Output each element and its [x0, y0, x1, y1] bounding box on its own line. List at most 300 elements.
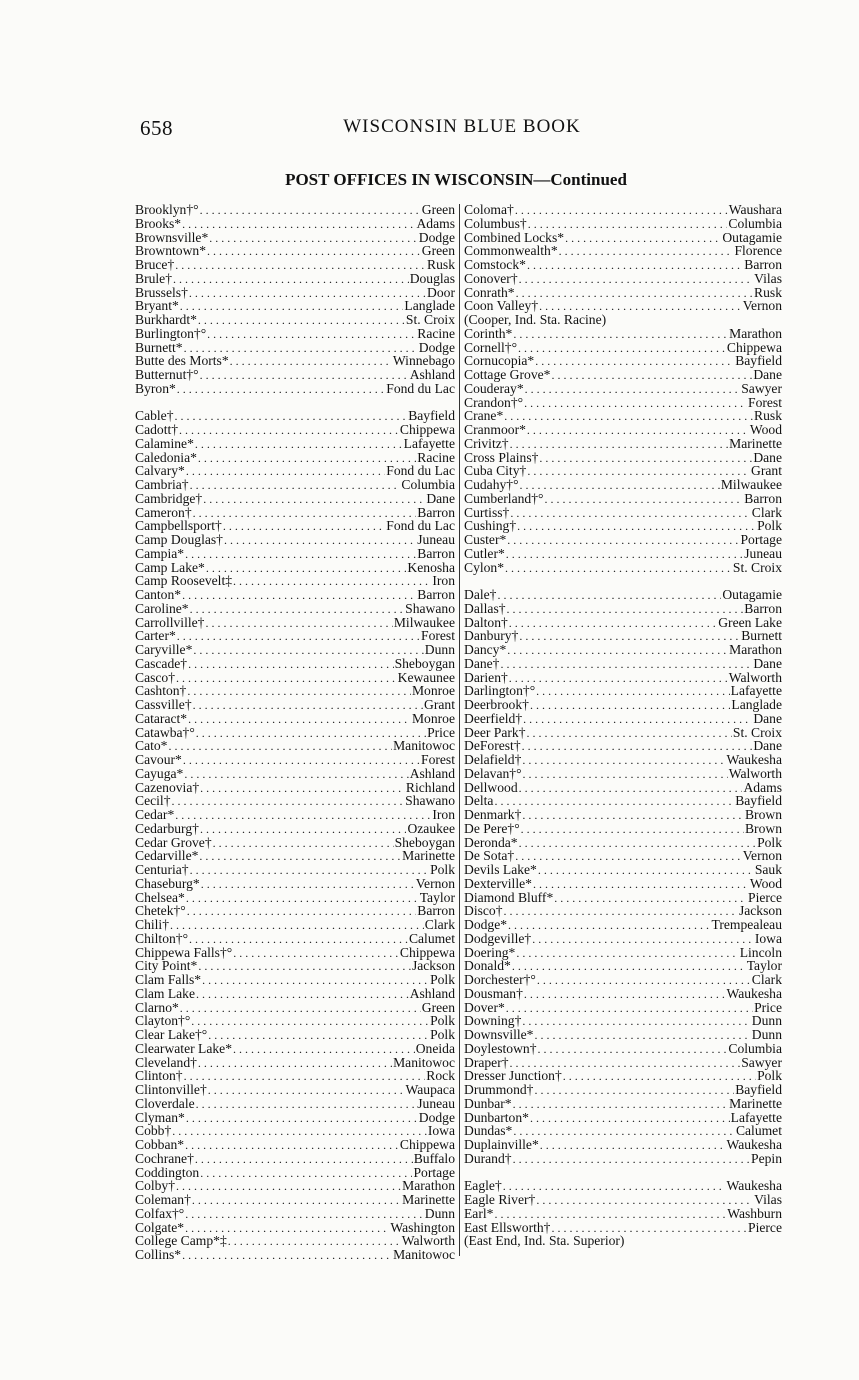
section-title: POST OFFICES IN WISCONSIN—Continued: [285, 170, 627, 189]
dot-leader: [537, 974, 751, 988]
county-name: Trempealeau: [711, 917, 782, 932]
dot-leader: [176, 672, 397, 686]
county-name: Polk: [430, 1013, 455, 1029]
post-office-name: Catawba†°: [135, 724, 195, 740]
post-office-entry: [464, 849, 782, 863]
dot-leader: [509, 617, 717, 631]
dot-leader: [505, 562, 732, 576]
post-office-entry: [135, 753, 455, 767]
county-name: Bayfield: [735, 353, 782, 369]
county-name: Wood: [749, 422, 782, 437]
post-office-entry: [464, 299, 782, 313]
post-office-name: Darien†: [464, 669, 508, 685]
county-name: Sawyer: [741, 1054, 782, 1070]
county-name: Barron: [744, 600, 782, 616]
county-name: Sheboygan: [394, 834, 455, 850]
post-office-name: Chippewa Falls†°: [135, 944, 233, 960]
dot-leader: [527, 424, 749, 438]
county-name: Vernon: [415, 875, 455, 891]
post-office-name: Byron*: [135, 380, 176, 396]
county-name: Calumet: [408, 930, 455, 946]
post-office-name: Columbus†: [464, 215, 527, 231]
post-office-name: Doering*: [464, 944, 516, 960]
post-office-name: Commonwealth*: [464, 243, 558, 259]
county-name: Juneau: [744, 545, 782, 561]
post-office-name: Cudahy†°: [464, 477, 519, 492]
post-office-entry: [464, 726, 782, 740]
post-office-name: Butte des Morts*: [135, 353, 229, 369]
dot-leader: [517, 520, 756, 534]
dot-leader: [228, 1235, 401, 1249]
dot-leader: [177, 383, 386, 397]
post-office-name: Centuria†: [135, 862, 189, 877]
post-office-entry: [135, 808, 455, 822]
section-gap: [135, 396, 455, 410]
post-office-name: Cloverdale: [135, 1095, 195, 1111]
post-office-name: Cornucopia*: [464, 353, 535, 369]
dot-leader: [527, 259, 743, 273]
county-name: Dunn: [424, 1205, 455, 1221]
post-office-name: Dodgeville†: [464, 930, 532, 946]
post-office-entry: [135, 203, 455, 217]
post-office-name: Deerbrook†: [464, 697, 529, 712]
county-name: Rusk: [754, 284, 782, 300]
post-office-name: Combined Locks*: [464, 229, 565, 245]
dot-leader: [198, 314, 405, 328]
post-office-name: Downsville*: [464, 1027, 534, 1042]
post-office-name: Cadott†: [135, 422, 179, 437]
post-office-entry: [135, 684, 455, 698]
post-office-entry: [464, 1001, 782, 1015]
post-office-entry: [464, 836, 782, 850]
dot-leader: [173, 273, 409, 287]
county-name: Columbia: [401, 477, 455, 492]
post-office-name: Cato*: [135, 738, 168, 754]
dot-leader: [233, 575, 431, 589]
post-office-name: Carrollville†: [135, 614, 205, 630]
post-office-entry: [464, 547, 782, 561]
post-office-entry: [135, 1248, 455, 1262]
post-office-entry: [464, 561, 782, 575]
post-office-entry: [135, 1028, 455, 1042]
dot-leader: [201, 878, 415, 892]
dot-leader: [180, 300, 404, 314]
dot-leader: [179, 424, 399, 438]
post-office-entry: [135, 698, 455, 712]
post-office-name: Cavour*: [135, 752, 182, 767]
post-office-name: Caledonia*: [135, 449, 197, 465]
post-office-entry: [135, 409, 455, 423]
dot-leader: [205, 617, 392, 631]
post-office-name: Diamond Bluff*: [464, 889, 554, 905]
county-name: Dane: [753, 449, 782, 465]
post-office-entry: [135, 1179, 455, 1193]
county-name: Dodge: [418, 339, 455, 355]
county-name: Vernon: [742, 298, 782, 314]
post-office-name: Clear Lake†°: [135, 1027, 208, 1042]
post-office-name: East Ellsworth†: [464, 1219, 551, 1235]
dot-leader: [198, 960, 411, 974]
post-office-name: Dale†: [464, 587, 497, 602]
post-office-entry: [135, 1083, 455, 1097]
dot-leader: [530, 699, 730, 713]
post-office-entry: [135, 533, 455, 547]
county-name: Fond du Lac: [386, 518, 455, 534]
dot-leader: [182, 589, 416, 603]
post-office-name: Brule†: [135, 270, 172, 286]
post-office-name: Dancy*: [464, 642, 507, 657]
post-office-name: Cross Plains†: [464, 449, 539, 465]
county-name: Waukesha: [726, 1137, 782, 1152]
county-name: St. Croix: [732, 724, 782, 740]
county-name: Forest: [421, 628, 455, 644]
dot-leader: [200, 782, 405, 796]
post-office-name: Duplainville*: [464, 1137, 539, 1152]
dot-leader: [203, 493, 425, 507]
county-name: Marathon: [402, 1178, 455, 1194]
post-office-entry: [464, 533, 782, 547]
post-office-entry: [464, 258, 782, 272]
post-office-entry: [464, 368, 782, 382]
post-office-entry: [464, 341, 782, 355]
county-name: Bayfield: [735, 793, 782, 809]
county-name: Barron: [744, 490, 782, 506]
county-name: Chippewa: [399, 422, 455, 437]
dot-leader: [508, 919, 710, 933]
post-office-entry: [464, 712, 782, 726]
county-name: Dane: [753, 655, 782, 671]
post-office-name: Danbury†: [464, 628, 519, 644]
post-office-name: Cedar Grove†: [135, 834, 212, 850]
post-office-name: Colby†: [135, 1178, 176, 1194]
post-office-entry: [135, 299, 455, 313]
post-office-name: Dexterville*: [464, 875, 532, 891]
post-office-entry: [464, 643, 782, 657]
county-name: Bayfield: [408, 408, 455, 424]
post-office-entry: [464, 877, 782, 891]
column-divider: [459, 204, 460, 1256]
county-name: Calumet: [735, 1123, 782, 1139]
dot-leader: [510, 507, 750, 521]
post-office-name: Bryant*: [135, 298, 179, 314]
dot-leader: [534, 1084, 734, 1098]
county-name: Vilas: [754, 1192, 782, 1207]
post-office-entry: [464, 1138, 782, 1152]
post-office-entry: [464, 602, 782, 616]
post-office-name: Dunbarton*: [464, 1109, 529, 1125]
dot-leader: [182, 1249, 392, 1263]
post-office-name: Caryville*: [135, 642, 193, 657]
dot-leader: [506, 548, 743, 562]
county-name: Grant: [751, 463, 782, 479]
county-name: Taylor: [746, 958, 782, 974]
county-name: Sawyer: [741, 380, 782, 396]
post-office-entry: [135, 849, 455, 863]
county-name: Washburn: [727, 1205, 782, 1221]
county-name: Pierce: [748, 1219, 782, 1235]
county-name: Barron: [417, 504, 455, 520]
post-office-entry: [135, 1111, 455, 1125]
post-office-entry: [464, 1179, 782, 1193]
dot-leader: [182, 218, 415, 232]
post-office-name: Cassville†: [135, 697, 192, 712]
dot-leader: [186, 892, 419, 906]
county-name: Waukesha: [726, 1178, 782, 1194]
post-office-entry: [464, 244, 782, 258]
dot-leader: [207, 328, 416, 342]
dot-leader: [504, 905, 738, 919]
post-office-name: Crivitz†: [464, 435, 509, 451]
dot-leader: [191, 1015, 429, 1029]
post-office-name: Cobban*: [135, 1137, 185, 1152]
post-office-entry: [135, 1152, 455, 1166]
post-office-name: Dorchester†°: [464, 972, 536, 987]
post-office-entry: [464, 464, 782, 478]
post-office-name: Cayuga*: [135, 765, 184, 781]
county-name: Marinette: [729, 1095, 782, 1111]
post-office-name: Curtiss†: [464, 504, 510, 520]
dot-leader: [540, 1139, 726, 1153]
post-office-entry: [464, 767, 782, 781]
post-office-entry: [464, 492, 782, 506]
post-office-name: Campbellsport†: [135, 518, 222, 534]
dot-leader: [175, 410, 408, 424]
county-name: Walworth: [728, 669, 782, 685]
post-office-name: Disco†: [464, 903, 503, 919]
dot-leader: [522, 754, 725, 768]
post-office-name: Eagle†: [464, 1178, 502, 1194]
post-office-name: Dodge*: [464, 917, 508, 932]
post-office-entry: [135, 616, 455, 630]
post-office-name: Deronda*: [464, 834, 518, 850]
post-office-entry: [464, 451, 782, 465]
dot-leader: [507, 644, 728, 658]
county-name: Florence: [734, 243, 782, 259]
post-office-name: Cazenovia†: [135, 779, 200, 795]
dot-leader: [538, 864, 754, 878]
county-name: Price: [754, 999, 782, 1015]
dot-leader: [188, 713, 411, 727]
post-office-name: Dundas*: [464, 1123, 513, 1139]
post-office-entry: [135, 1056, 455, 1070]
post-office-name: Clayton†°: [135, 1013, 191, 1029]
post-office-entry: [464, 1069, 782, 1083]
post-office-entry: [464, 519, 782, 533]
post-office-name: Cushing†: [464, 518, 517, 534]
post-office-name: Couderay*: [464, 380, 524, 396]
post-office-name: Devils Lake*: [464, 862, 537, 877]
post-office-entry: [464, 932, 782, 946]
dot-leader: [233, 947, 399, 961]
dot-leader: [196, 1098, 417, 1112]
post-office-list-left: [135, 203, 455, 1262]
post-office-name: Calvary*: [135, 463, 185, 479]
post-office-entry: [464, 1042, 782, 1056]
dot-leader: [525, 383, 741, 397]
post-office-entry: [135, 217, 455, 231]
county-name: Rock: [426, 1068, 455, 1084]
dot-leader: [516, 287, 753, 301]
dot-leader: [533, 878, 749, 892]
dot-leader: [198, 452, 416, 466]
dot-leader: [193, 699, 423, 713]
dot-leader: [535, 355, 734, 369]
county-name: Chippewa: [726, 339, 782, 355]
county-name: Milwaukee: [393, 614, 455, 630]
post-office-name: Cuba City†: [464, 463, 527, 479]
dot-leader: [519, 630, 740, 644]
county-name: Jackson: [738, 903, 782, 919]
post-office-entry: [135, 767, 455, 781]
county-name: Adams: [416, 215, 455, 231]
dot-leader: [186, 465, 385, 479]
county-name: Barron: [417, 903, 455, 919]
post-office-name: Coleman†: [135, 1192, 191, 1207]
post-office-entry: [464, 904, 782, 918]
post-office-name: Eagle River†: [464, 1192, 536, 1207]
dot-leader: [509, 672, 728, 686]
post-office-entry: [464, 781, 782, 795]
county-name: Marinette: [729, 435, 782, 451]
county-name: Ashland: [409, 765, 455, 781]
county-name: Polk: [430, 862, 455, 877]
dot-leader: [521, 823, 744, 837]
post-office-name: Browntown*: [135, 243, 206, 259]
county-name: Monroe: [411, 683, 455, 699]
dot-leader: [507, 534, 739, 548]
dot-leader: [503, 1180, 726, 1194]
post-office-name: De Pere†°: [464, 820, 520, 836]
post-office-name: Deerfield†: [464, 710, 523, 726]
dot-leader: [196, 727, 426, 741]
post-office-name: Cobb†: [135, 1123, 172, 1139]
dot-leader: [202, 974, 429, 988]
post-office-entry: [464, 1193, 782, 1207]
county-name: Langlade: [404, 298, 455, 314]
dot-leader: [198, 1057, 392, 1071]
county-name: Lafayette: [403, 435, 455, 451]
post-office-name: Cameron†: [135, 504, 192, 520]
post-office-name: Caroline*: [135, 600, 189, 616]
county-name: Marathon: [729, 642, 782, 657]
county-name: Lafayette: [730, 1109, 782, 1125]
post-office-entry: [464, 396, 782, 410]
dot-leader: [188, 658, 393, 672]
post-office-entry: [464, 217, 782, 231]
post-office-entry: [135, 478, 455, 492]
county-name: Shawano: [405, 793, 455, 809]
post-office-entry: [135, 822, 455, 836]
dot-leader: [172, 1125, 427, 1139]
county-name: Clark: [751, 972, 782, 987]
post-office-name: Conrath*: [464, 284, 515, 300]
post-office-entry: [464, 657, 782, 671]
post-office-name: Cumberland†°: [464, 490, 544, 506]
post-office-entry: [135, 781, 455, 795]
post-office-entry: [135, 354, 455, 368]
post-office-entry: [135, 863, 455, 877]
dot-leader: [554, 892, 747, 906]
post-office-name: Dalton†: [464, 614, 508, 630]
post-office-name: Cable†: [135, 408, 174, 424]
dot-leader: [190, 864, 429, 878]
post-office-entry: [135, 423, 455, 437]
county-name: Outagamie: [722, 229, 782, 245]
post-office-name: Cambridge†: [135, 490, 203, 506]
post-office-entry: [135, 519, 455, 533]
dot-leader: [534, 1029, 750, 1043]
post-office-name: Clarno*: [135, 999, 179, 1015]
post-office-entry: [135, 313, 455, 327]
county-name: Green: [421, 999, 455, 1015]
post-office-entry: [464, 423, 782, 437]
post-office-name: Crandon†°: [464, 394, 524, 410]
dot-leader: [507, 603, 744, 617]
dot-leader: [230, 355, 392, 369]
post-office-name: Coddington: [135, 1164, 200, 1180]
post-office-entry: [464, 822, 782, 836]
post-office-entry: [135, 368, 455, 382]
post-office-list-right: [464, 203, 782, 1248]
post-office-entry: [135, 272, 455, 286]
county-name: Manitowoc: [393, 1054, 455, 1070]
post-office-entry: [464, 286, 782, 300]
dot-leader: [532, 933, 754, 947]
post-office-entry: [135, 739, 455, 753]
post-office-name: Cambria†: [135, 477, 189, 492]
dot-leader: [195, 438, 403, 452]
dot-leader: [224, 534, 416, 548]
post-office-name: Dane†: [464, 655, 500, 671]
county-name: Racine: [417, 325, 455, 341]
post-office-entry: [135, 231, 455, 245]
post-office-name: Darlington†°: [464, 683, 536, 699]
county-name: Manitowoc: [393, 1247, 455, 1262]
county-name: Fond du Lac: [386, 463, 455, 479]
post-office-name: Brooklyn†°: [135, 202, 199, 217]
post-office-name: Cashton†: [135, 683, 187, 699]
dot-leader: [522, 740, 753, 754]
post-office-name: Chilton†°: [135, 930, 189, 946]
post-office-entry: [135, 1221, 455, 1235]
post-office-entry: [135, 712, 455, 726]
post-office-name: Clam Falls*: [135, 972, 202, 987]
dot-leader: [193, 644, 423, 658]
post-office-entry: [464, 987, 782, 1001]
county-name: Rusk: [427, 257, 455, 272]
post-office-entry: [464, 794, 782, 808]
post-office-name: Colfax†°: [135, 1205, 185, 1221]
county-name: Clark: [424, 917, 455, 932]
county-name: Dodge: [418, 229, 455, 245]
post-office-name: Cochrane†: [135, 1150, 194, 1166]
post-office-entry: [464, 629, 782, 643]
county-name: Columbia: [728, 1040, 782, 1056]
post-office-name: Cedarville*: [135, 848, 199, 864]
post-office-entry: [464, 327, 782, 341]
post-office-entry: [464, 959, 782, 973]
dot-leader: [544, 493, 743, 507]
post-office-entry: [464, 1111, 782, 1125]
dot-leader: [183, 754, 420, 768]
county-name: St. Croix: [405, 312, 455, 327]
county-name: Polk: [430, 1027, 455, 1042]
dot-leader: [551, 369, 752, 383]
dot-leader: [497, 589, 721, 603]
post-office-name: Colgate*: [135, 1219, 185, 1235]
county-name: Polk: [757, 518, 782, 534]
post-office-entry: [464, 1152, 782, 1166]
